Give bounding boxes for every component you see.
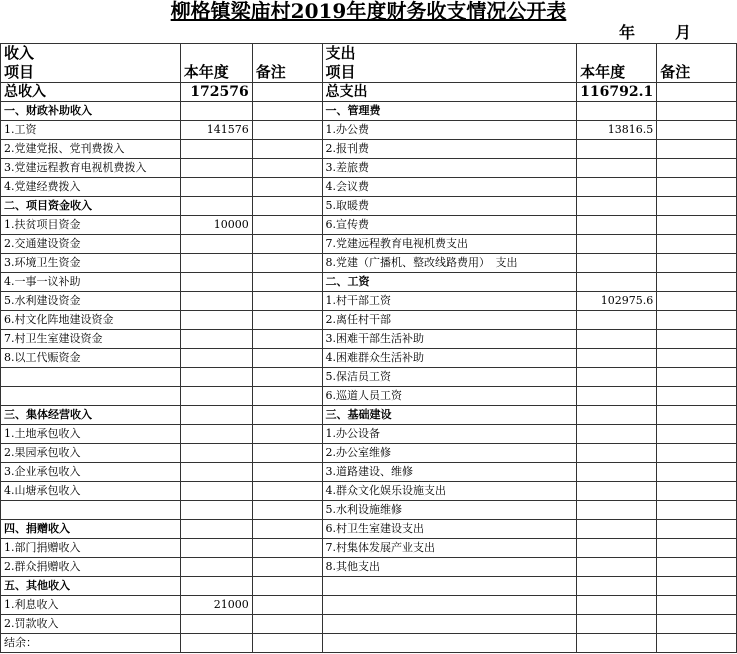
income-amount-cell [180,349,252,368]
expense-amount-cell [577,615,657,634]
income-item-cell [1,387,181,406]
expense-amount-cell [577,634,657,653]
expense-amount-cell [577,596,657,615]
income-item-cell: 结余： [1,634,181,653]
expense-item-cell: 3.道路建设、维修 [322,463,577,482]
expense-item-cell: 7.村集体发展产业支出 [322,539,577,558]
expense-amount-cell [577,482,657,501]
expense-item-cell: 8.其他支出 [322,558,577,577]
expense-item-cell: 三、基础建设 [322,406,577,425]
expense-amount-cell [577,330,657,349]
income-note-cell [252,444,322,463]
income-item-cell: 4.山塘承包收入 [1,482,181,501]
income-amount-cell [180,482,252,501]
table-row [1,406,737,425]
income-amount-cell [180,615,252,634]
income-item-cell: 2.群众捐赠收入 [1,558,181,577]
expense-item-cell: 7.党建远程教育电视机费支出 [322,235,577,254]
income-note-cell [252,121,322,140]
income-item-cell: 7.村卫生室建设资金 [1,330,181,349]
income-item-cell: 1.土地承包收入 [1,425,181,444]
date-year: 年 [618,23,635,42]
expense-note-cell [657,83,737,102]
income-note-cell [252,425,322,444]
income-item-header: 项目 [1,63,181,83]
expense-amount-cell [577,520,657,539]
income-item-cell: 1.扶贫项目资金 [1,216,181,235]
income-note-cell [252,311,322,330]
income-note-cell [252,520,322,539]
table-row [1,121,737,140]
income-amount-cell [180,558,252,577]
income-note-cell [252,463,322,482]
income-amount-cell [180,444,252,463]
expense-item-cell: 6.村卫生室建设支出 [322,520,577,539]
expense-item-cell: 8.党建（广播机、整改线路费用） 支出 [322,254,577,273]
income-note-cell [252,102,322,121]
section-header-row [1,44,737,64]
expense-item-cell: 4.困难群众生活补助 [322,349,577,368]
income-note-cell [252,254,322,273]
income-note-cell [252,387,322,406]
income-note-cell [252,539,322,558]
expense-item-cell: 2.离任村干部 [322,311,577,330]
expense-note-cell [657,463,737,482]
expense-note-cell [657,292,737,311]
expense-amount-cell [577,273,657,292]
income-note-header: 备注 [252,63,322,83]
income-amount-cell [180,425,252,444]
date-blank [557,27,617,44]
income-item-cell: 3.企业承包收入 [1,463,181,482]
table-row [1,463,737,482]
income-amount-cell [180,406,252,425]
expense-amount-cell [577,102,657,121]
expense-item-cell: 4.群众文化娱乐设施支出 [322,482,577,501]
income-amount-cell [180,235,252,254]
expense-amount-cell [577,349,657,368]
income-amount-cell [180,292,252,311]
table-row [1,615,737,634]
table-row [1,387,737,406]
expense-item-cell: 6.宣传费 [322,216,577,235]
expense-note-cell [657,197,737,216]
income-item-cell: 8.以工代赈资金 [1,349,181,368]
income-amount-header: 本年度 [180,63,252,83]
table-row [1,83,737,102]
expense-note-cell [657,558,737,577]
expense-item-cell: 4.会议费 [322,178,577,197]
expense-note-cell [657,406,737,425]
expense-note-header: 备注 [657,63,737,83]
expense-note-cell [657,615,737,634]
expense-amount-header: 本年度 [577,63,657,83]
income-amount-cell: 172576 [180,83,252,102]
table-row [1,634,737,653]
table-row [1,216,737,235]
expense-item-cell: 6.巡道人员工资 [322,387,577,406]
income-item-cell: 五、其他收入 [1,577,181,596]
table-row [1,558,737,577]
income-item-cell: 1.利息收入 [1,596,181,615]
expense-item-cell: 2.报刊费 [322,140,577,159]
income-note-cell [252,577,322,596]
income-item-cell: 3.党建远程教育电视机费拨入 [1,159,181,178]
income-amount-cell [180,311,252,330]
income-item-cell: 四、捐赠收入 [1,520,181,539]
expense-item-cell [322,634,577,653]
expense-amount-cell [577,140,657,159]
table-row [1,330,737,349]
expense-item-cell [322,615,577,634]
expense-note-cell [657,140,737,159]
expense-note-cell [657,216,737,235]
expense-amount-cell [577,159,657,178]
table-row [1,520,737,539]
income-note-cell [252,235,322,254]
expense-note-cell [657,254,737,273]
income-amount-cell [180,387,252,406]
income-note-cell [252,615,322,634]
income-item-cell: 5.水利建设资金 [1,292,181,311]
expense-item-header: 项目 [322,63,577,83]
income-amount-cell [180,254,252,273]
income-amount-cell [180,273,252,292]
income-note-cell [252,140,322,159]
expense-note-cell [657,634,737,653]
income-amount-cell [180,577,252,596]
expense-note-cell [657,178,737,197]
expense-note-cell [657,330,737,349]
expense-amount-cell [577,425,657,444]
income-amount-cell [180,501,252,520]
page-title: 柳格镇梁庙村2019年度财务收支情况公开表 [170,0,567,23]
income-amount-cell [180,197,252,216]
expense-item-cell [322,596,577,615]
income-note-cell [252,197,322,216]
income-item-cell: 一、财政补助收入 [1,102,181,121]
expense-note-cell [657,482,737,501]
expense-note-cell [657,425,737,444]
expense-note-cell [657,577,737,596]
income-item-cell: 4.党建经费拨入 [1,178,181,197]
expense-item-cell: 一、管理费 [322,102,577,121]
income-item-cell: 2.交通建设资金 [1,235,181,254]
income-item-cell: 2.果园承包收入 [1,444,181,463]
table-row [1,539,737,558]
income-note-cell [252,634,322,653]
income-header: 收入 [1,44,181,64]
expense-amount-cell [577,216,657,235]
income-item-cell: 3.环境卫生资金 [1,254,181,273]
income-item-cell: 三、集体经营收入 [1,406,181,425]
income-note-cell [252,368,322,387]
date-month: 月 [674,23,691,42]
expense-amount-cell: 116792.1 [577,83,657,102]
income-item-cell: 4.一事一议补助 [1,273,181,292]
expense-note-cell [657,501,737,520]
income-note-cell [252,216,322,235]
table-row [1,292,737,311]
table-row [1,159,737,178]
income-item-cell: 2.党建党报、党刊费拨入 [1,140,181,159]
expense-item-cell: 总支出 [322,83,577,102]
table-row [1,444,737,463]
income-item-cell: 1.部门捐赠收入 [1,539,181,558]
expense-note-cell [657,444,737,463]
expense-note-cell [657,311,737,330]
expense-amount-cell [577,539,657,558]
expense-note-cell [657,273,737,292]
income-note-cell [252,273,322,292]
income-amount-cell [180,539,252,558]
income-amount-cell [180,520,252,539]
expense-note-cell [657,520,737,539]
expense-item-cell: 1.办公费 [322,121,577,140]
expense-note-cell [657,349,737,368]
expense-note-cell [657,235,737,254]
income-amount-cell [180,330,252,349]
expense-amount-cell [577,311,657,330]
income-amount-cell [180,634,252,653]
expense-item-cell: 3.困难干部生活补助 [322,330,577,349]
income-amount-cell: 21000 [180,596,252,615]
expense-amount-cell [577,387,657,406]
income-amount-cell [180,368,252,387]
table-row [1,197,737,216]
expense-amount-cell [577,577,657,596]
expense-note-cell [657,596,737,615]
income-amount-cell [180,140,252,159]
table-row [1,140,737,159]
income-amount-cell: 10000 [180,216,252,235]
income-note-cell [252,349,322,368]
expense-note-cell [657,368,737,387]
expense-item-cell: 5.取暖费 [322,197,577,216]
income-item-cell: 1.工资 [1,121,181,140]
income-item-cell [1,368,181,387]
table-row [1,482,737,501]
table-row [1,349,737,368]
income-item-cell [1,501,181,520]
income-item-cell: 总收入 [1,83,181,102]
table-row [1,596,737,615]
expense-note-cell [657,387,737,406]
income-item-cell: 6.村文化阵地建设资金 [1,311,181,330]
date-line [557,22,691,44]
expense-amount-cell: 13816.5 [577,121,657,140]
income-amount-cell [180,178,252,197]
table-row [1,501,737,520]
expense-note-cell [657,121,737,140]
income-note-cell [252,83,322,102]
income-item-cell: 2.罚款收入 [1,615,181,634]
income-item-cell: 二、项目资金收入 [1,197,181,216]
income-note-cell [252,482,322,501]
expense-item-cell: 5.保洁员工资 [322,368,577,387]
income-amount-cell [180,463,252,482]
expense-amount-cell [577,368,657,387]
expense-note-cell [657,159,737,178]
expense-item-cell: 二、工资 [322,273,577,292]
expense-header: 支出 [322,44,577,64]
expense-amount-cell [577,558,657,577]
finance-table [0,43,737,653]
income-amount-cell [180,102,252,121]
income-note-cell [252,501,322,520]
expense-amount-cell [577,197,657,216]
expense-amount-cell [577,254,657,273]
income-note-cell [252,292,322,311]
column-header-row [1,63,737,83]
expense-item-cell: 2.办公室维修 [322,444,577,463]
table-row [1,102,737,121]
expense-amount-cell [577,463,657,482]
table-row [1,311,737,330]
table-row [1,425,737,444]
expense-note-cell [657,102,737,121]
table-row [1,273,737,292]
expense-amount-cell [577,235,657,254]
income-note-cell [252,159,322,178]
table-row [1,577,737,596]
expense-amount-cell: 102975.6 [577,292,657,311]
income-amount-cell: 141576 [180,121,252,140]
expense-item-cell: 5.水利设施维修 [322,501,577,520]
income-note-cell [252,558,322,577]
expense-item-cell [322,577,577,596]
income-note-cell [252,596,322,615]
income-note-cell [252,330,322,349]
table-row [1,368,737,387]
expense-amount-cell [577,501,657,520]
table-row [1,254,737,273]
expense-item-cell: 1.村干部工资 [322,292,577,311]
expense-amount-cell [577,178,657,197]
income-amount-cell [180,159,252,178]
table-body [1,83,737,653]
expense-amount-cell [577,444,657,463]
expense-note-cell [657,539,737,558]
table-row [1,235,737,254]
income-note-cell [252,178,322,197]
table-row [1,178,737,197]
income-note-cell [252,406,322,425]
expense-item-cell: 1.办公设备 [322,425,577,444]
expense-item-cell: 3.差旅费 [322,159,577,178]
expense-amount-cell [577,406,657,425]
